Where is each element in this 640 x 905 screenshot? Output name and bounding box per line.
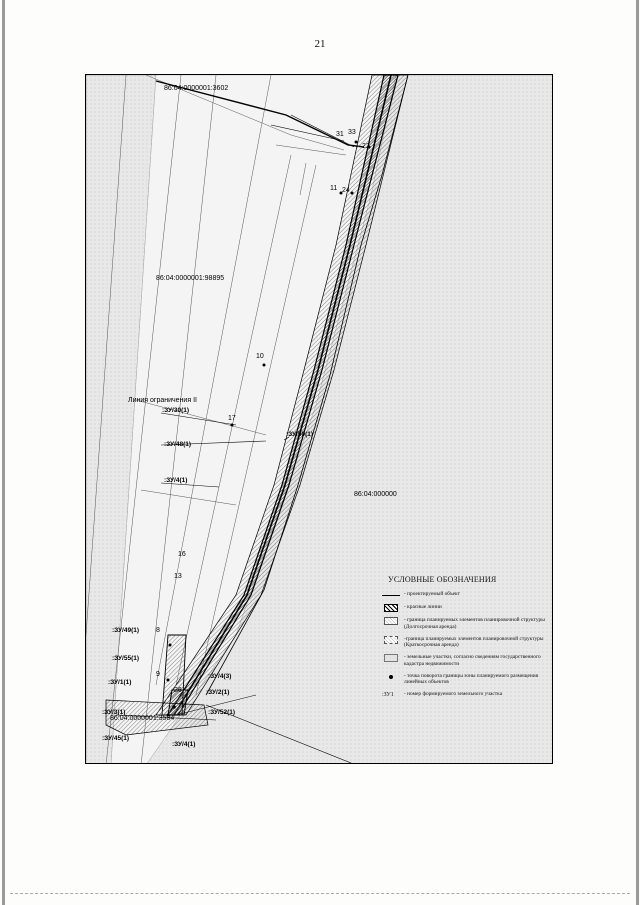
point-number: 26 — [174, 687, 182, 694]
parcel-label: :ЗУ/48(1) — [164, 441, 192, 448]
point-number: 17 — [228, 415, 236, 422]
parcel-label: :ЗУ/52(1) — [208, 709, 236, 716]
parcel-label: :ЗУ/50(1) — [286, 431, 314, 438]
legend-item: - красные линии — [382, 604, 548, 612]
legend-item: - граница планируемых элементов планировочной структуры (Долгосрочная аренда) — [382, 617, 548, 631]
point-number: 16 — [178, 551, 186, 558]
registered-parcel-icon — [382, 654, 400, 662]
parcel-label: :ЗУ/55(1) — [112, 655, 140, 662]
map-frame — [85, 74, 553, 764]
parcel-label: :ЗУ/4(1) — [172, 741, 196, 748]
parcel-label: :ЗУ/30(1) — [162, 407, 190, 414]
point-number: 11 — [330, 185, 338, 192]
legend-item: :ЗУ1 - номер формируемого земельного участка — [382, 691, 503, 698]
map-legend — [382, 575, 548, 704]
scan-edge-left — [2, 0, 5, 905]
turn-point-icon — [382, 673, 400, 681]
cadastral-label: 86:04:0000001:98895 — [156, 275, 225, 282]
line-icon — [382, 591, 400, 599]
legend-item: - проектируемый объект — [382, 591, 548, 599]
point-number: 33 — [348, 129, 356, 136]
page-number: 21 — [314, 38, 326, 50]
red-line-icon — [382, 604, 400, 612]
legend-item: -граница планируемых элементов планировочной структуры (Краткосрочная аренда) — [382, 636, 548, 650]
legend-item: - точка поворота границы зоны планируемого размещения линейных объектов — [382, 673, 548, 687]
parcel-label: :ЗУ/1(1) — [108, 679, 132, 686]
point-number: 24 — [342, 187, 350, 194]
parcel-label: :ЗУ/3(1) — [102, 709, 126, 716]
parcel-label: :ЗУ/2(1) — [206, 689, 230, 696]
parcel-number-icon: :ЗУ1 — [382, 692, 394, 698]
legend-item: - земельные участки, согласно сведениям государственного кадастра недвижимости — [382, 654, 548, 668]
scan-footer-line — [10, 893, 630, 894]
scan-edge-right — [636, 0, 639, 905]
boundary-longterm-icon — [382, 617, 400, 625]
redline-label: Линия ограничения II — [128, 397, 197, 404]
point-number: 22 — [362, 143, 370, 150]
point-number: 9 — [156, 671, 160, 678]
parcel-label: :ЗУ/4(1) — [164, 477, 188, 484]
parcel-label: :ЗУ/45(1) — [102, 735, 130, 742]
legend-title: УСЛОВНЫЕ ОБОЗНАЧЕНИЯ — [388, 575, 497, 584]
point-number: 8 — [156, 627, 160, 634]
boundary-shortterm-icon — [382, 636, 400, 644]
point-number: 31 — [336, 131, 344, 138]
point-number: 10 — [256, 353, 264, 360]
cadastral-label: 86:04:0000001:3584 — [110, 715, 175, 722]
point-number: 13 — [174, 573, 182, 580]
parcel-label: :ЗУ/49(1) — [112, 627, 140, 634]
cadastral-label: 86:04:000000 — [354, 491, 397, 498]
parcel-label: :ЗУ/4(3) — [208, 673, 232, 680]
cadastral-label: 86:04:0000001:3602 — [164, 85, 229, 92]
